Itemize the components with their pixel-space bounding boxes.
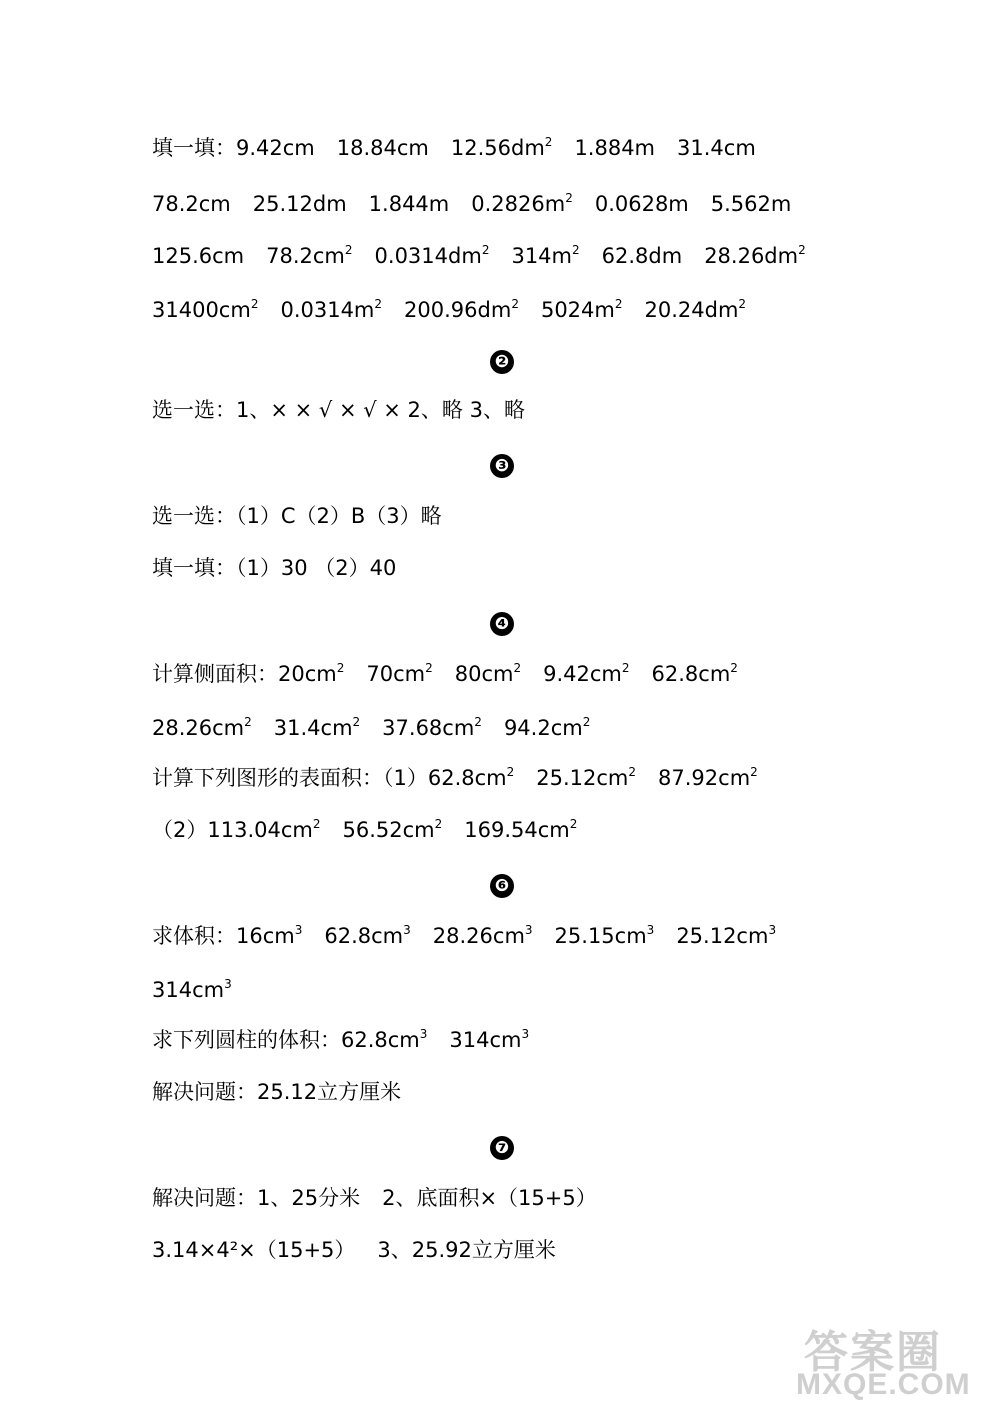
unit-exponent: 3 bbox=[768, 923, 777, 937]
answer-text: 9.42cm bbox=[543, 662, 622, 686]
answer-text: 1.844m bbox=[368, 192, 450, 216]
answer-value bbox=[236, 556, 396, 580]
answer-value bbox=[152, 978, 232, 1002]
answer-text: 94.2cm bbox=[503, 716, 583, 740]
answer-text: 31.4cm bbox=[273, 716, 353, 740]
answer-text: 314cm bbox=[152, 978, 225, 1002]
answer-value bbox=[382, 716, 482, 740]
answer-value bbox=[337, 136, 429, 160]
unit-exponent: 2 bbox=[336, 661, 345, 675]
answer-text: 62.8dm bbox=[601, 244, 683, 268]
answer-line bbox=[152, 1026, 551, 1054]
unit-exponent: 2 bbox=[434, 817, 443, 831]
unit-exponent: 2 bbox=[511, 297, 519, 311]
answer-value bbox=[404, 298, 519, 322]
watermark-logo bbox=[782, 1316, 982, 1406]
answer-text: 31400cm bbox=[152, 298, 251, 322]
unit-exponent: 2 bbox=[572, 243, 580, 257]
answer-value bbox=[511, 244, 579, 268]
answer-line bbox=[152, 660, 760, 688]
answer-text: 28.26cm bbox=[432, 924, 525, 948]
answer-text: 62.8cm bbox=[651, 662, 731, 686]
answer-value bbox=[342, 818, 442, 842]
unit-exponent: 2 bbox=[750, 765, 758, 779]
section-number: ❻ bbox=[490, 874, 514, 898]
answer-value bbox=[602, 244, 683, 268]
answer-value bbox=[658, 766, 758, 790]
answer-text: 25.12cm bbox=[676, 924, 769, 948]
answer-text: 31.4cm bbox=[677, 136, 756, 160]
answer-value bbox=[236, 504, 442, 528]
section-number: ❷ bbox=[490, 350, 514, 374]
unit-exponent: 2 bbox=[250, 297, 259, 311]
answer-text: 62.8cm bbox=[324, 924, 404, 948]
answer-text: 28.26dm bbox=[704, 244, 799, 268]
answer-value bbox=[536, 766, 636, 790]
answer-value bbox=[236, 924, 302, 948]
unit-exponent: 3 bbox=[224, 977, 232, 991]
answer-value bbox=[451, 136, 553, 160]
answer-text: 314m bbox=[511, 244, 572, 268]
answer-text: 37.68cm bbox=[382, 716, 475, 740]
unit-exponent: 3 bbox=[403, 923, 411, 937]
answer-text: 125.6cm bbox=[152, 244, 245, 268]
unit-exponent: 3 bbox=[524, 923, 533, 937]
question-label: 解决问题： bbox=[152, 1080, 257, 1104]
unit-exponent: 2 bbox=[344, 243, 353, 257]
answer-value bbox=[382, 1186, 597, 1210]
answer-text: 0.0314m bbox=[280, 298, 375, 322]
unit-exponent: 2 bbox=[481, 243, 490, 257]
unit-exponent: 2 bbox=[312, 817, 321, 831]
answer-text: 1.884m bbox=[574, 136, 656, 160]
answer-line bbox=[152, 134, 778, 162]
answer-text: 16cm bbox=[236, 924, 295, 948]
unit-exponent: 3 bbox=[521, 1027, 530, 1041]
answer-value bbox=[152, 716, 252, 740]
unit-exponent: 2 bbox=[565, 191, 573, 205]
answer-text: （1）C（2）B（3）略 bbox=[236, 504, 442, 528]
answer-line bbox=[152, 922, 798, 950]
answer-text: 25.12立方厘米 bbox=[257, 1080, 402, 1104]
unit-exponent: 2 bbox=[513, 661, 522, 675]
unit-exponent: 2 bbox=[425, 661, 433, 675]
answer-value bbox=[278, 662, 344, 686]
answer-line bbox=[152, 1236, 578, 1264]
answer-value bbox=[504, 716, 590, 740]
answer-value bbox=[574, 136, 655, 160]
answer-text: 56.52cm bbox=[342, 818, 435, 842]
answer-text: 25.12dm bbox=[252, 192, 347, 216]
answer-value bbox=[377, 1238, 555, 1262]
unit-exponent: 2 bbox=[569, 817, 578, 831]
unit-exponent: 3 bbox=[294, 923, 303, 937]
answer-value bbox=[449, 1028, 529, 1052]
answer-value bbox=[645, 298, 747, 322]
answer-value bbox=[704, 244, 806, 268]
answer-value bbox=[341, 1028, 427, 1052]
unit-exponent: 2 bbox=[544, 135, 553, 149]
watermark-mark: 答案圈 bbox=[804, 1328, 942, 1377]
answer-value bbox=[253, 192, 347, 216]
answer-text: 5.562m bbox=[710, 192, 792, 216]
answer-value bbox=[471, 192, 573, 216]
answer-text: 3、25.92立方厘米 bbox=[377, 1238, 556, 1262]
answer-value bbox=[543, 662, 629, 686]
answer-value bbox=[366, 662, 432, 686]
section-number: ❹ bbox=[490, 612, 514, 636]
answer-text: （1）62.8cm bbox=[383, 766, 507, 790]
answer-line bbox=[152, 1184, 619, 1212]
answer-line bbox=[152, 190, 813, 218]
answer-text: 20.24dm bbox=[644, 298, 739, 322]
answer-text: 9.42cm bbox=[236, 136, 315, 160]
answer-value bbox=[433, 924, 533, 948]
answer-text: 25.15cm bbox=[554, 924, 647, 948]
answer-value bbox=[676, 924, 776, 948]
answer-value bbox=[375, 244, 490, 268]
answer-text: 25.12cm bbox=[536, 766, 629, 790]
question-label: 解决问题： bbox=[152, 1186, 257, 1210]
section-number: ❸ bbox=[490, 454, 514, 478]
unit-exponent: 3 bbox=[646, 923, 655, 937]
answer-text: 78.2cm bbox=[266, 244, 345, 268]
answer-text: 2、底面积×（15+5） bbox=[382, 1186, 597, 1210]
answer-text: 70cm bbox=[366, 662, 426, 686]
answer-value bbox=[274, 716, 360, 740]
answer-value bbox=[711, 192, 792, 216]
answer-value bbox=[236, 136, 315, 160]
question-label: 选一选： bbox=[152, 504, 236, 528]
unit-exponent: 2 bbox=[621, 661, 630, 675]
unit-exponent: 2 bbox=[738, 297, 747, 311]
unit-exponent: 2 bbox=[628, 765, 637, 779]
answer-text: 1、25分米 bbox=[257, 1186, 361, 1210]
answer-value bbox=[280, 298, 382, 322]
watermark-url: MXQE.COM bbox=[796, 1368, 971, 1401]
answer-text: 87.92cm bbox=[658, 766, 751, 790]
answer-line bbox=[152, 296, 768, 324]
question-label: 求下列圆柱的体积： bbox=[152, 1028, 341, 1052]
answer-line bbox=[152, 554, 418, 582]
answer-value bbox=[595, 192, 689, 216]
unit-exponent: 3 bbox=[419, 1027, 428, 1041]
unit-exponent: 2 bbox=[582, 715, 591, 729]
answer-text: 80cm bbox=[454, 662, 514, 686]
unit-exponent: 2 bbox=[352, 715, 361, 729]
question-label: 求体积： bbox=[152, 924, 236, 948]
answer-text: 78.2cm bbox=[152, 192, 231, 216]
answer-text: 1、× × √ × √ × 2、略 3、略 bbox=[236, 398, 525, 422]
answer-text: 200.96dm bbox=[404, 298, 512, 322]
answer-text: 20cm bbox=[278, 662, 337, 686]
unit-exponent: 2 bbox=[374, 297, 383, 311]
question-label: 填一填： bbox=[152, 556, 236, 580]
answer-value bbox=[257, 1080, 401, 1104]
section-number: ❼ bbox=[490, 1136, 514, 1160]
answer-value bbox=[369, 192, 450, 216]
answer-value bbox=[152, 1238, 355, 1262]
answer-line bbox=[152, 976, 254, 1004]
answer-value bbox=[677, 136, 756, 160]
unit-exponent: 2 bbox=[474, 715, 482, 729]
answer-line bbox=[152, 816, 599, 844]
answer-text: 62.8cm bbox=[341, 1028, 420, 1052]
answer-value bbox=[152, 818, 320, 842]
answer-value bbox=[152, 244, 244, 268]
unit-exponent: 2 bbox=[798, 243, 806, 257]
answer-line bbox=[152, 502, 464, 530]
answer-text: 3.14×4²×（15+5） bbox=[152, 1238, 356, 1262]
answer-line bbox=[152, 714, 612, 742]
answer-value bbox=[236, 398, 525, 422]
answer-text: （1）30 （2）40 bbox=[236, 556, 397, 580]
unit-exponent: 2 bbox=[506, 765, 515, 779]
question-label: 计算下列图形的表面积： bbox=[152, 766, 383, 790]
question-label: 计算侧面积： bbox=[152, 662, 278, 686]
unit-exponent: 2 bbox=[244, 715, 252, 729]
answer-value bbox=[541, 298, 623, 322]
unit-exponent: 2 bbox=[614, 297, 623, 311]
answer-text: 5024m bbox=[540, 298, 615, 322]
unit-exponent: 2 bbox=[730, 661, 738, 675]
answer-value bbox=[266, 244, 352, 268]
answer-value bbox=[152, 298, 258, 322]
answer-text: 314cm bbox=[449, 1028, 522, 1052]
answer-line bbox=[152, 396, 547, 424]
answer-value bbox=[464, 818, 577, 842]
answer-value bbox=[383, 766, 514, 790]
answer-text: 18.84cm bbox=[336, 136, 429, 160]
answer-line bbox=[152, 242, 828, 270]
answer-text: 28.26cm bbox=[152, 716, 245, 740]
answer-value bbox=[555, 924, 655, 948]
answer-text: 0.2826m bbox=[471, 192, 566, 216]
answer-text: 12.56dm bbox=[450, 136, 545, 160]
question-label: 填一填： bbox=[152, 136, 236, 160]
answer-value bbox=[152, 192, 231, 216]
answer-value bbox=[257, 1186, 360, 1210]
answer-line bbox=[152, 764, 780, 792]
answer-text: 0.0628m bbox=[594, 192, 689, 216]
answer-line bbox=[152, 1078, 423, 1106]
answer-text: （2）113.04cm bbox=[152, 818, 313, 842]
answer-value bbox=[652, 662, 738, 686]
answer-text: 0.0314dm bbox=[374, 244, 482, 268]
question-label: 选一选： bbox=[152, 398, 236, 422]
answer-text: 169.54cm bbox=[464, 818, 570, 842]
answer-value bbox=[324, 924, 410, 948]
answer-value bbox=[455, 662, 521, 686]
